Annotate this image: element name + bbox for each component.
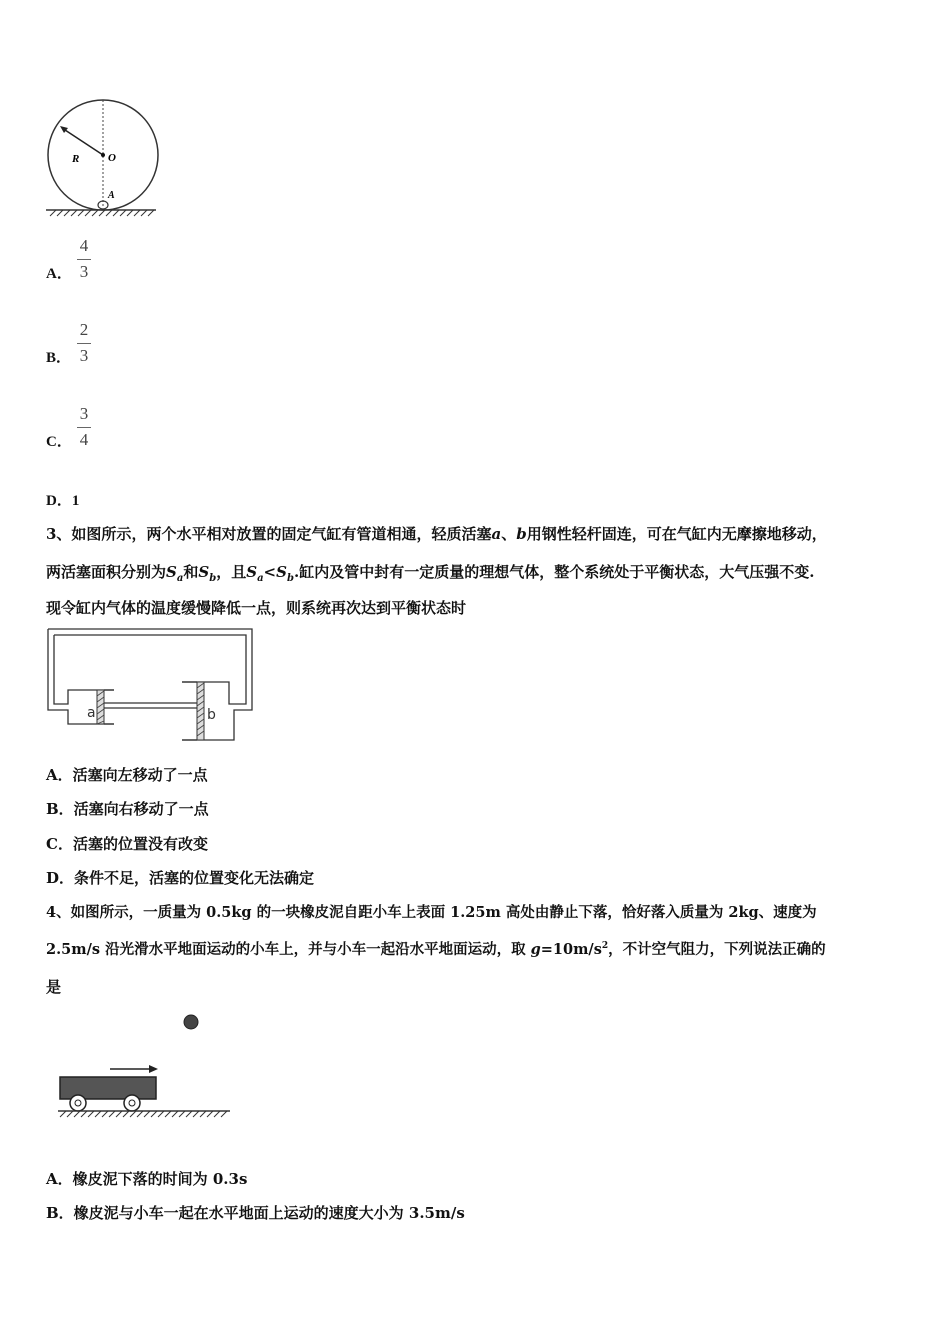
q4-line-2-pre: 2.5m/s 沿光滑水平地面运动的小车上，并与小车一起沿水平地面运动，取	[46, 941, 531, 958]
inner-tube	[54, 635, 246, 704]
circle-figure	[40, 95, 165, 220]
q3-he: 和	[183, 563, 199, 581]
q3-option-b: B．活塞向右移动了一点	[46, 800, 209, 818]
cart-figure	[50, 1008, 240, 1123]
q3-separator: 、	[501, 525, 517, 543]
label-a: A	[108, 190, 115, 201]
q2-option-b-letter: B．	[46, 350, 72, 366]
q4-line-2-tail: ，不计空气阻力，下列说法正确的	[608, 941, 826, 958]
q2-option-a-fraction	[76, 236, 92, 282]
q3-sb2-sub: b	[286, 573, 294, 584]
cylinder-figure	[44, 626, 259, 746]
q4-line-1: 4、如图所示，一质量为 0.5kg 的一块橡皮泥自距小车上表面 1.25m 高处由静止下落，恰好落入质量为 2kg、速度为	[46, 904, 817, 921]
q2-option-a-letter: A．	[46, 266, 72, 282]
q2-option-d-text: 1	[71, 493, 80, 509]
q3-piston-a: a	[491, 525, 502, 543]
q3-line-1-text: 3、如图所示，两个水平相对放置的固定气缸有管道相通，轻质活塞	[46, 525, 492, 543]
fraction-denominator: 3	[79, 262, 89, 281]
outer-tube	[48, 629, 252, 740]
center-dot	[101, 153, 105, 157]
q3-piston-b: b	[516, 525, 527, 543]
q3-sb2-s: S	[276, 563, 287, 581]
q3-line-1	[46, 523, 827, 544]
fraction-numerator: 3	[79, 404, 89, 423]
q3-sa-s: S	[166, 563, 177, 581]
q3-option-c: C．活塞的位置没有改变	[46, 835, 208, 853]
fraction-bar	[77, 343, 91, 344]
label-o: O	[108, 152, 116, 164]
q3-line-2	[46, 561, 814, 584]
q3-sa2-sub: a	[257, 573, 264, 584]
q3-option-a: A．活塞向左移动了一点	[46, 766, 208, 784]
fraction-numerator: 4	[79, 236, 89, 255]
q2-option-d-letter: D．	[46, 493, 72, 509]
q3-line-3: 现令缸内气体的温度缓慢降低一点，则系统再次达到平衡状态时	[46, 599, 467, 617]
q2-option-b-fraction	[76, 320, 92, 366]
q2-option-d	[46, 489, 79, 510]
q3-line-2-pre: 两活塞面积分别为	[46, 563, 167, 581]
q3-sa-sub: a	[176, 573, 184, 584]
q3-line-1-tail: 用钢性轻杆固连，可在气缸内无摩擦地移动，	[526, 525, 827, 543]
label-r: R	[72, 153, 80, 165]
ground-hatching	[50, 210, 154, 216]
fraction-numerator: 2	[79, 320, 89, 339]
left-cylinder-inner	[54, 635, 114, 704]
fraction-bar	[77, 259, 91, 260]
label-piston-b: b	[207, 707, 216, 723]
q4-sup: 2	[601, 941, 609, 952]
q3-sb-s: S	[198, 563, 210, 581]
q2-option-c-fraction	[76, 404, 92, 450]
q4-line-3: 是	[46, 978, 62, 996]
q3-sb-sub: b	[209, 573, 217, 584]
q4-line-2	[46, 938, 826, 959]
cart-wheel-left	[70, 1095, 86, 1111]
floor-hatching	[60, 1111, 227, 1117]
q4-option-b: B．橡皮泥与小车一起在水平地面上运动的速度大小为 3.5m/s	[46, 1204, 465, 1222]
velocity-arrowhead	[149, 1065, 158, 1073]
cart-wheel-right	[124, 1095, 140, 1111]
radius-arrow	[62, 128, 103, 155]
fraction-denominator: 4	[79, 430, 89, 449]
fraction-bar	[77, 427, 91, 428]
falling-ball	[184, 1015, 198, 1029]
q4-line-2-mid: =10m/s	[540, 941, 602, 958]
label-piston-a: a	[87, 705, 96, 721]
q2-option-c-letter: C．	[46, 434, 72, 450]
q3-line-2-tail: .缸内及管中封有一定质量的理想气体，整个系统处于平衡状态，大气压强不变.	[293, 563, 815, 581]
q3-lt: <	[263, 563, 277, 581]
q3-option-d: D．条件不足，活塞的位置变化无法确定	[46, 869, 315, 887]
q3-comma: ，且	[216, 563, 247, 581]
fraction-denominator: 3	[79, 346, 89, 365]
q4-option-a: A．橡皮泥下落的时间为 0.3s	[46, 1170, 248, 1188]
q3-sa2-s: S	[246, 563, 258, 581]
q4-g: g	[530, 941, 541, 958]
